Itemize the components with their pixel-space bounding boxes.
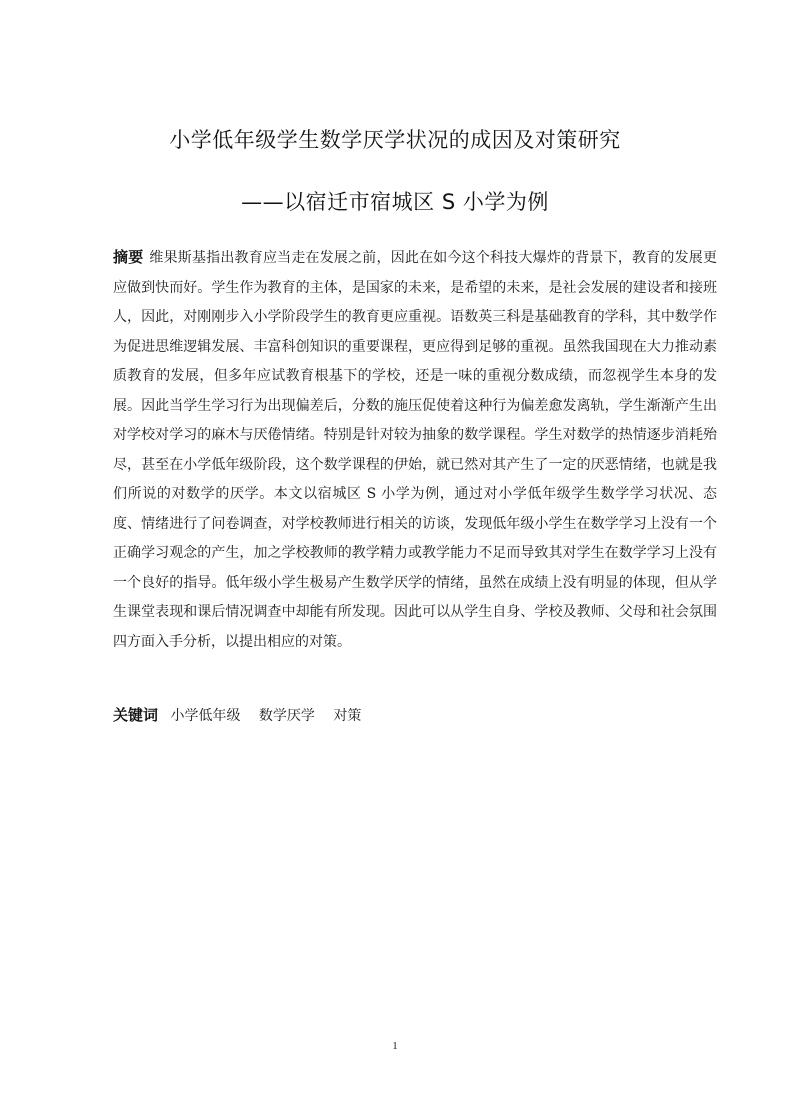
keywords-section (113, 704, 717, 725)
keyword-item: 小学低年级 (170, 708, 241, 724)
abstract-label: 摘要 (113, 248, 144, 266)
keywords-label: 关键词 (113, 706, 159, 724)
page-number: 1 (392, 1040, 398, 1052)
abstract-text: 维果斯基指出教育应当走在发展之前，因此在如今这个科技大爆炸的背景下，教育的发展更应做到快而好。学生作为教育的主体，是国家的未来，是希望的未来，是社会发展的建设者和接班人，因此，对刚刚步入小学阶段学生的教育更应重视。语数英三科是基础教育的学科，其中数学作为促进思维逻辑发展、丰富科创知识的重要课程，更应得到足够的重视。虽然我国现在大力推动素质教育的发展，但多年应试教育根基下的学校，还是一味的重视分数成绩，而忽视学生本身的发展。因此当学生学习行为出现偏差后，分数的施压促使着这种行为偏差愈发离轨，学生渐渐产生出对学校对学习的麻木与厌倦情绪。特别是针对较为抽象的数学课程。学生对数学的热情逐步消耗殆尽，甚至在小学低年级阶段，这个数学课程的伊始，就已然对其产生了一定的厌恶情绪，也就是我们所说的对数学的厌学。本文以宿城区 S 小学为例，通过对小学低年级学生数学学习状况、态度、情绪进行了问卷调查，对学校教师进行相关的访谈，发现低年级小学生在数学学习上没有一个正确学习观念的产生，加之学校教师的教学精力或教学能力不足而导致其对学生在数学学习上没有一个良好的指导。低年级小学生极易产生数学厌学的情绪，虽然在成绩上没有明显的体现，但从学生课堂表现和课后情况调查中却能有所发现。因此可以从学生自身、学校及教师、父母和社会氛围四方面入手分析，以提出相应的对策。 (113, 250, 717, 650)
keyword-item: 对策 (333, 708, 362, 724)
abstract-section (113, 243, 717, 657)
paper-title: 小学低年级学生数学厌学状况的成因及对策研究 (169, 128, 621, 152)
paper-subtitle: ——以宿迁市宿城区 S 小学为例 (241, 190, 549, 214)
keyword-item: 数学厌学 (258, 708, 315, 724)
